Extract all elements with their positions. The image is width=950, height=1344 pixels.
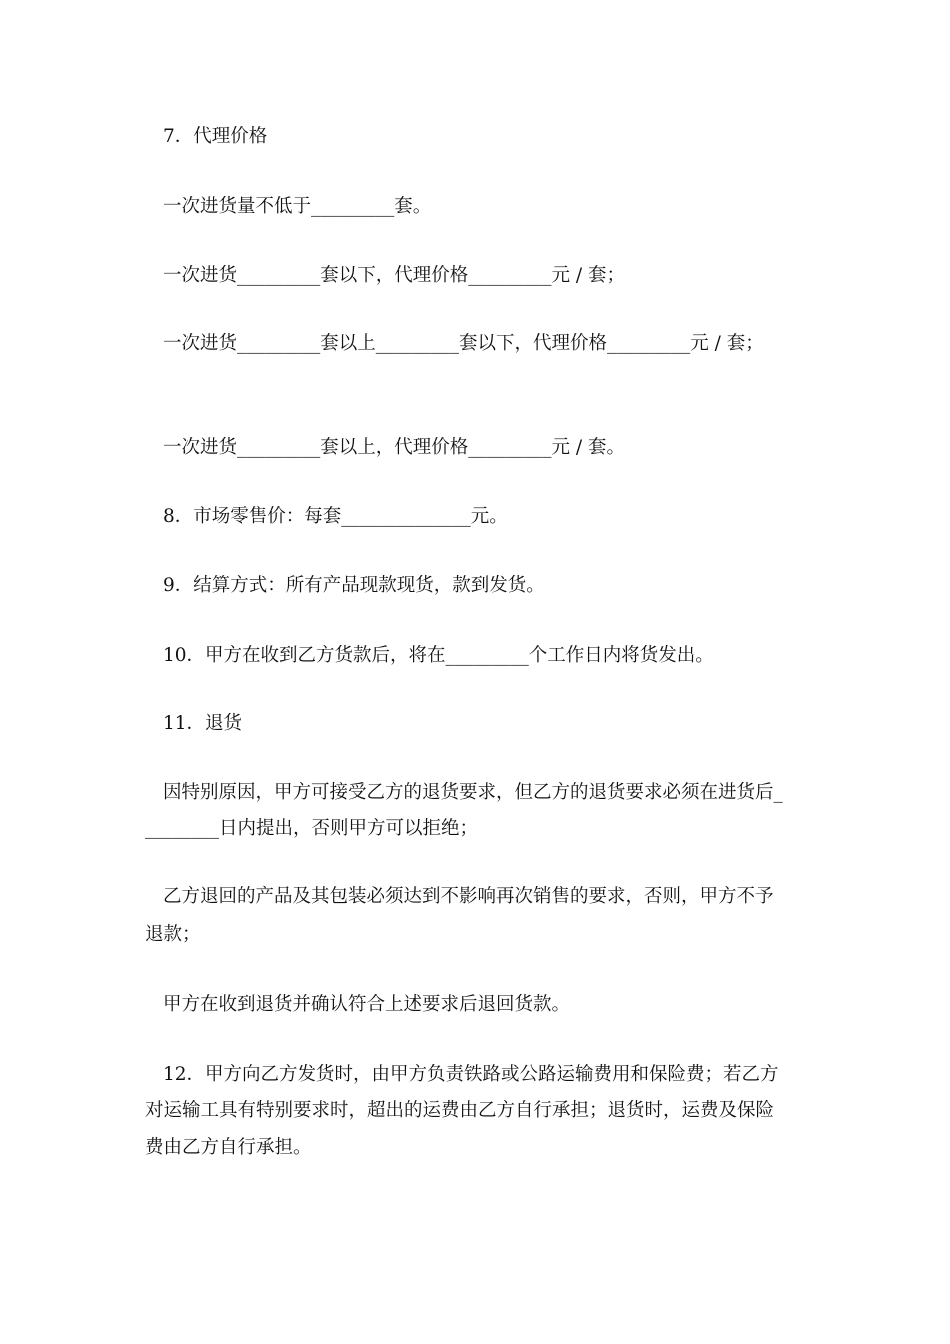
section-12-line-2: 对运输工具有特别要求时，超出的运费由乙方自行承担；退货时，运费及保险 — [145, 1100, 775, 1121]
section-12-line-3: 费由乙方自行承担。 — [145, 1137, 312, 1158]
section-7-heading: 7．代理价格 — [163, 126, 268, 147]
section-11-heading: 11．退货 — [163, 713, 243, 734]
return-para-1-line-1: 因特别原因，甲方可接受乙方的退货要求，但乙方的退货要求必须在进货后_ — [163, 782, 783, 803]
return-para-1-line-2: ________日内提出，否则甲方可以拒绝； — [145, 818, 479, 839]
price-tier-2-line: 一次进货_________套以上_________套以下，代理价格_________元 / 套； — [163, 333, 764, 354]
return-para-2-line-2: 退款； — [145, 924, 201, 945]
section-10-line: 10．甲方在收到乙方货款后，将在_________个工作日内将货发出。 — [163, 645, 714, 666]
price-tier-3-line: 一次进货_________套以上，代理价格_________元 / 套。 — [163, 437, 625, 458]
section-12-line-1: 12．甲方向乙方发货时，由甲方负责铁路或公路运输费用和保险费；若乙方 — [163, 1064, 779, 1085]
price-tier-1-line: 一次进货_________套以下，代理价格_________元 / 套； — [163, 265, 625, 286]
min-order-line: 一次进货量不低于_________套。 — [163, 196, 432, 217]
section-9-line: 9．结算方式：所有产品现款现货，款到发货。 — [163, 575, 545, 596]
return-para-2-line-1: 乙方退回的产品及其包装必须达到不影响再次销售的要求，否则，甲方不予 — [163, 886, 774, 907]
section-8-line: 8．市场零售价：每套______________元。 — [163, 506, 508, 527]
return-para-3-line: 甲方在收到退货并确认符合上述要求后退回货款。 — [163, 994, 571, 1015]
